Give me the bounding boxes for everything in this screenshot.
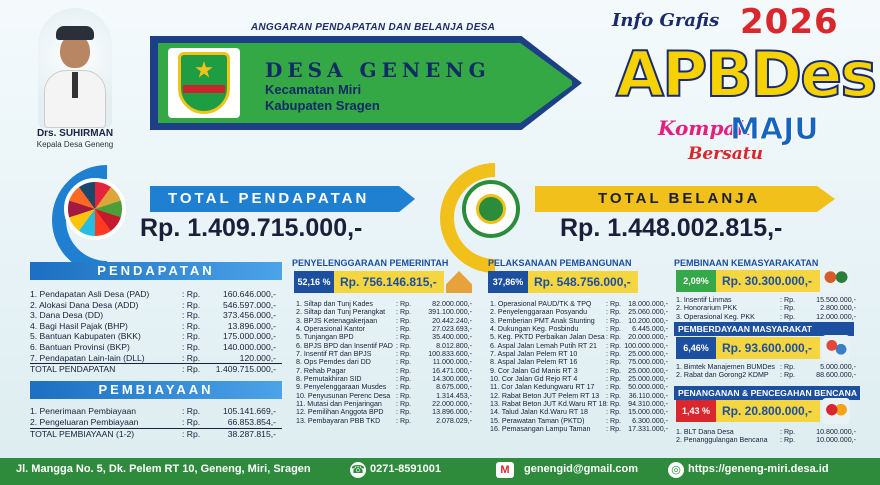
list-item — [296, 317, 482, 325]
pemberdayaan-list — [676, 363, 856, 380]
item-name: 13. Pembayaran PBB TKD — [296, 416, 381, 425]
pendapatan-list — [30, 289, 282, 363]
item-value: 20.000.000,- — [628, 333, 668, 342]
item-value: 100.833.600,- — [428, 350, 472, 359]
item-value: 75.000.000,- — [628, 358, 668, 367]
total-label: TOTAL PENDAPATAN — [30, 364, 116, 374]
regency-name: Kabupaten Sragen — [265, 98, 380, 113]
item-value: 5.000.000,- — [820, 363, 856, 371]
list-item — [296, 408, 482, 416]
item-name: 4. Dukungan Keg. Posbindu — [490, 325, 579, 334]
official-photo — [38, 8, 112, 128]
infografis-label: Info Grafis — [612, 10, 720, 31]
rp-label: : Rp. — [606, 400, 621, 409]
item-name: 11. Mutasi dan Penjaringan — [296, 400, 382, 409]
kemasyarakatan-percent: 2,09% — [676, 270, 716, 292]
item-name: 5. Bantuan Kabupaten (BKK) — [30, 331, 141, 342]
item-name: 8. Pemutakhiran SID — [296, 375, 362, 384]
total-label: TOTAL PEMBIAYAAN (1-2) — [30, 429, 135, 439]
item-name: 1. BLT Dana Desa — [676, 428, 734, 436]
pembangunan-list — [490, 300, 668, 434]
rp-label: : Rp. — [780, 436, 795, 445]
item-name: 2. Pengeluaran Pembiayaan — [30, 416, 139, 427]
footer-website[interactable]: https://geneng-miri.desa.id — [688, 463, 829, 475]
item-value: 12.000.000,- — [816, 312, 856, 321]
item-name: 6. Aspal Jalan Lemah Putih RT 21 — [490, 341, 598, 350]
item-name: 7. Pendapatan Lain-lain (DLL) — [30, 352, 145, 363]
list-item — [30, 353, 282, 364]
total-value: 38.287.815,- — [227, 429, 276, 439]
pembangunan-title: PELAKSANAAN PEMBANGUNAN — [488, 258, 632, 268]
pembiayaan-list — [30, 406, 282, 427]
rp-label: : Rp. — [182, 289, 201, 299]
list-item — [490, 358, 668, 366]
item-name: 1. Operasional PAUD/TK & TPQ — [490, 300, 592, 308]
pemerintah-amount: Rp. 756.146.815,- — [334, 271, 444, 293]
item-name: 7. Insentif RT dan BPJS — [296, 350, 372, 359]
item-name: 10. Penyusunan Perenc Desa — [296, 391, 391, 400]
rp-label: : Rp. — [606, 350, 621, 359]
kemasyarakatan-list — [676, 296, 856, 321]
rp-label: : Rp. — [182, 331, 201, 342]
rp-label: : Rp. — [182, 416, 201, 427]
item-value: 25.000.000,- — [628, 366, 668, 375]
bencana-amount: Rp. 20.800.000,- — [716, 400, 820, 422]
list-item — [30, 417, 282, 428]
rp-label: : Rp. — [396, 341, 411, 350]
rp-label: : Rp. — [396, 383, 411, 392]
pemberdayaan-amount: Rp. 93.600.000,- — [716, 337, 820, 359]
footer-email[interactable]: genengid@gmail.com — [524, 463, 639, 475]
item-name: 12. Pemilihan Anggota BPD — [296, 408, 384, 417]
item-value: 100.000.000,- — [624, 341, 668, 350]
item-name: 3. Operasional Keg. PKK — [676, 312, 755, 321]
spend-label: TOTAL BELANJA — [598, 190, 761, 207]
rp-label: : Rp. — [396, 325, 411, 334]
list-item — [296, 333, 482, 341]
item-value: 25.000.000,- — [628, 375, 668, 384]
list-item — [490, 425, 668, 433]
item-name: 11. Cor Jalan Kedungwaru RT 17 — [490, 383, 595, 392]
rp-label: : Rp. — [606, 425, 621, 434]
village-name: DESA GENENG — [265, 58, 491, 82]
list-item — [490, 325, 668, 333]
item-value: 6.445.000,- — [632, 325, 668, 334]
item-value: 140.000.000,- — [222, 341, 276, 352]
slogan-bersatu: Bersatu — [688, 144, 763, 164]
list-item — [490, 383, 668, 391]
item-name: 5. Tunjangan BPD — [296, 333, 354, 342]
rp-label: : Rp. — [182, 352, 201, 363]
rp-label: : Rp. — [606, 383, 621, 392]
item-value: 82.000.000,- — [432, 300, 472, 308]
item-value: 391.100.000,- — [428, 308, 472, 317]
list-item — [490, 392, 668, 400]
list-item — [490, 308, 668, 316]
item-value: 35.400.000,- — [432, 333, 472, 342]
item-value: 2.800.000,- — [820, 304, 856, 313]
item-value: 66.853.854,- — [227, 416, 276, 427]
item-value: 11.000.000,- — [432, 358, 472, 367]
income-total: Rp. 1.409.715.000,- — [140, 214, 363, 242]
list-item — [676, 304, 856, 312]
rp-label: : Rp. — [396, 350, 411, 359]
item-value: 36.110.000,- — [628, 391, 668, 400]
item-value: 1.314.453,- — [436, 391, 472, 400]
rp-label: : Rp. — [606, 391, 621, 400]
rp-label: : Rp. — [182, 341, 201, 352]
list-item — [490, 333, 668, 341]
item-name: 2. Penanggulangan Bencana — [676, 436, 768, 445]
list-item — [296, 325, 482, 333]
rp-label: : Rp. — [396, 416, 411, 425]
list-item — [30, 331, 282, 342]
list-item — [296, 400, 482, 408]
official-role: Kepala Desa Geneng — [36, 140, 114, 149]
slogan-maju: MAJU — [730, 112, 819, 147]
item-name: 2. Siltap dan Tunj Perangkat — [296, 308, 386, 317]
list-item — [296, 358, 482, 366]
rp-label: : Rp. — [396, 333, 411, 342]
item-name: 1. Siltap dan Tunj Kades — [296, 300, 373, 308]
list-item — [30, 321, 282, 332]
item-value: 18.000.000,- — [628, 300, 668, 308]
item-name: 2. Alokasi Dana Desa (ADD) — [30, 299, 139, 310]
district-name: Kecamatan Miri — [265, 82, 362, 97]
list-item — [490, 367, 668, 375]
footer-phone[interactable]: 0271-8591001 — [370, 463, 441, 475]
bencana-title: PENANGANAN & PENCEGAHAN BENCANA — [674, 386, 860, 400]
item-value: 50.000.000,- — [628, 383, 668, 392]
people-icon — [822, 335, 850, 361]
year-label: 2026 — [740, 2, 839, 42]
rp-label: : Rp. — [780, 428, 795, 436]
kemasyarakatan-title: PEMBINAAN KEMASYARAKATAN — [674, 258, 819, 268]
item-name: 2. Penyelenggaraan Posyandu — [490, 308, 588, 317]
list-item — [30, 310, 282, 321]
list-item — [30, 289, 282, 300]
item-value: 10.200.000,- — [628, 316, 668, 325]
rp-label: : Rp. — [396, 400, 411, 409]
item-name: 4. Operasional Kantor — [296, 325, 366, 334]
pemerintah-percent: 52,16 % — [294, 271, 334, 293]
rp-label: : Rp. — [780, 363, 795, 371]
item-name: 1. Bimtek Manajemen BUMDes — [676, 363, 775, 371]
kemasyarakatan-amount: Rp. 30.300.000,- — [716, 270, 820, 292]
list-item — [676, 428, 856, 436]
rp-label: : Rp. — [396, 366, 411, 375]
item-name: 3. BPJS Ketenagakerjaan — [296, 316, 378, 325]
spend-total: Rp. 1.448.002.815,- — [560, 214, 783, 242]
item-name: 12. Rabat Beton JUT Pelem RT 13 — [490, 391, 600, 400]
slogan-kompak: Kompak — [658, 116, 751, 140]
list-item — [490, 300, 668, 308]
rp-label: : Rp. — [606, 316, 621, 325]
emblem-icon — [178, 52, 230, 114]
village-logo-icon — [462, 180, 520, 238]
rp-label: : Rp. — [396, 408, 411, 417]
item-name: 8. Aspal Jalan Pelem RT 16 — [490, 358, 578, 367]
item-value: 120.000,- — [239, 352, 276, 363]
list-item — [296, 417, 482, 425]
item-name: 3. Pemberian PMT Anak Stunting — [490, 316, 595, 325]
item-value: 16.471.000,- — [432, 366, 472, 375]
list-item — [490, 400, 668, 408]
rp-label: : Rp. — [606, 300, 621, 308]
pemberdayaan-title: PEMBERDAYAAN MASYARAKAT — [674, 322, 854, 336]
item-name: 8. Ops Pemdes dari DD — [296, 358, 371, 367]
item-value: 10.800.000,- — [816, 428, 856, 436]
list-item — [296, 392, 482, 400]
list-item — [676, 363, 856, 371]
item-name: 13. Rabat Beton JUT Kd.Waru RT 18 — [490, 400, 607, 409]
bencana-percent: 1,43 % — [676, 400, 716, 422]
item-name: 3. Dana Desa (DD) — [30, 310, 104, 321]
rp-label: : Rp. — [780, 371, 795, 380]
item-name: 1. Pendapatan Asli Desa (PAD) — [30, 289, 150, 299]
footer-address: Jl. Mangga No. 5, Dk. Pelem RT 10, Geneng, Miri, Sragen — [16, 463, 311, 475]
rp-label: : Rp. — [780, 296, 795, 304]
item-value: 20.442.240,- — [432, 316, 472, 325]
list-item — [296, 300, 482, 308]
rp-label: : Rp. — [606, 366, 621, 375]
rp-label: : Rp. — [396, 316, 411, 325]
pendapatan-title: PENDAPATAN — [30, 262, 282, 280]
item-name: 1. Insentif Linmas — [676, 296, 732, 304]
rp-label: : Rp. — [182, 310, 201, 321]
item-name: 9. Cor Jalan Gd Manis RT 3 — [490, 366, 578, 375]
pemberdayaan-percent: 6,46% — [676, 337, 716, 359]
pendapatan-total — [30, 363, 282, 375]
item-value: 2.078.029,- — [436, 416, 472, 425]
item-value: 373.456.000,- — [222, 310, 276, 321]
item-value: 15.000.000,- — [628, 408, 668, 417]
item-name: 7. Aspal Jalan Pelem RT 10 — [490, 350, 578, 359]
rp-label: : Rp. — [396, 300, 411, 308]
list-item — [30, 342, 282, 353]
pembiayaan-total — [30, 428, 282, 440]
rp-label: : Rp. — [606, 308, 621, 317]
item-value: 13.896.000,- — [227, 320, 276, 331]
item-name: 14. Talud Jalan Kd.Waru RT 18 — [490, 408, 588, 417]
item-value: 17.331.000,- — [628, 425, 668, 434]
pembangunan-percent: 37,86% — [488, 271, 528, 293]
rp-label: : Rp. — [182, 364, 201, 374]
apbdes-logo: APBDes — [616, 38, 876, 111]
item-value: 105.141.669,- — [222, 406, 276, 416]
rp-label: : Rp. — [606, 333, 621, 342]
item-value: 10.000.000,- — [816, 436, 856, 445]
item-name: 2. Rabat dan Gorong2 KDMP — [676, 371, 769, 380]
rp-label: : Rp. — [396, 358, 411, 367]
phone-icon: ☎ — [351, 464, 365, 476]
rp-label: : Rp. — [182, 429, 201, 439]
list-item — [296, 308, 482, 316]
pemerintah-list — [296, 300, 482, 425]
pemerintah-title: PENYELENGGARAAN PEMERINTAH — [292, 258, 449, 268]
list-item — [296, 383, 482, 391]
bencana-list — [676, 428, 856, 445]
item-name: 5. Keg. PKTD Perbaikan Jalan Desa — [490, 333, 605, 342]
item-name: 6. BPJS BPD dan Insentif PAD — [296, 341, 393, 350]
pembiayaan-title: PEMBIAYAAN — [30, 381, 282, 399]
list-item — [490, 417, 668, 425]
item-value: 160.646.000,- — [222, 289, 276, 299]
item-value: 6.300.000,- — [632, 416, 668, 425]
item-name: 15. Perawatan Taman (PKTD) — [490, 416, 585, 425]
list-item — [490, 350, 668, 358]
list-item — [490, 342, 668, 350]
pembangunan-amount: Rp. 548.756.000,- — [528, 271, 638, 293]
community-icon — [822, 268, 850, 294]
list-item — [490, 317, 668, 325]
list-item — [490, 375, 668, 383]
rp-label: : Rp. — [606, 416, 621, 425]
rp-label: : Rp. — [606, 341, 621, 350]
rp-label: : Rp. — [606, 358, 621, 367]
item-value: 25.060.000,- — [628, 308, 668, 317]
item-name: 7. Rehab Pagar — [296, 366, 346, 375]
list-item — [676, 436, 856, 444]
list-item — [490, 408, 668, 416]
item-value: 14.300.000,- — [432, 375, 472, 384]
item-name: 16. Pemasangan Lampu Taman — [490, 425, 591, 434]
item-value: 25.000.000,- — [628, 350, 668, 359]
item-value: 15.500.000,- — [816, 296, 856, 304]
item-name: 10. Cor Jalan Gd Rejo RT 4 — [490, 375, 578, 384]
rp-label: : Rp. — [182, 299, 201, 310]
list-item — [30, 300, 282, 311]
rescue-icon — [822, 398, 850, 424]
rp-label: : Rp. — [396, 375, 411, 384]
item-value: 175.000.000,- — [222, 331, 276, 342]
item-name: 1. Penerimaan Pembiayaan — [30, 406, 137, 416]
official-name: Drs. SUHIRMAN — [36, 128, 114, 139]
item-value: 88.600.000,- — [816, 371, 856, 380]
total-value: 1.409.715.000,- — [215, 364, 276, 374]
item-name: 2. Honorarium PKK — [676, 304, 738, 313]
rp-label: : Rp. — [606, 325, 621, 334]
rp-label: : Rp. — [182, 406, 201, 416]
rp-label: : Rp. — [396, 308, 411, 317]
rp-label: : Rp. — [780, 304, 795, 313]
header-caption: ANGGARAN PENDAPATAN DAN BELANJA DESA — [250, 22, 496, 33]
item-name: 9. Penyelenggaraan Musdes — [296, 383, 387, 392]
rp-label: : Rp. — [606, 408, 621, 417]
item-name: 4. Bagi Hasil Pajak (BHP) — [30, 320, 128, 331]
list-item — [30, 406, 282, 417]
rp-label: : Rp. — [606, 375, 621, 384]
item-value: 13.896.000,- — [432, 408, 472, 417]
rp-label: : Rp. — [396, 391, 411, 400]
item-value: 94.310.000,- — [628, 400, 668, 409]
list-item — [676, 296, 856, 304]
list-item — [296, 375, 482, 383]
rp-label: : Rp. — [182, 320, 201, 331]
globe-icon: ◎ — [668, 462, 684, 478]
rp-label: : Rp. — [780, 312, 795, 321]
sdg-wheel-icon — [64, 178, 126, 240]
income-label: TOTAL PENDAPATAN — [168, 190, 370, 207]
list-item — [676, 313, 856, 321]
mail-icon: M — [496, 462, 514, 478]
item-value: 22.000.000,- — [432, 400, 472, 409]
list-item — [296, 367, 482, 375]
list-item — [296, 350, 482, 358]
item-value: 27.023.693,- — [432, 325, 472, 334]
list-item — [676, 371, 856, 379]
item-value: 546.597.000,- — [222, 299, 276, 310]
item-value: 8.675.000,- — [436, 383, 472, 392]
item-value: 8.012.800,- — [436, 341, 472, 350]
list-item — [296, 342, 482, 350]
item-name: 6. Bantuan Provinsi (BKP) — [30, 341, 130, 352]
